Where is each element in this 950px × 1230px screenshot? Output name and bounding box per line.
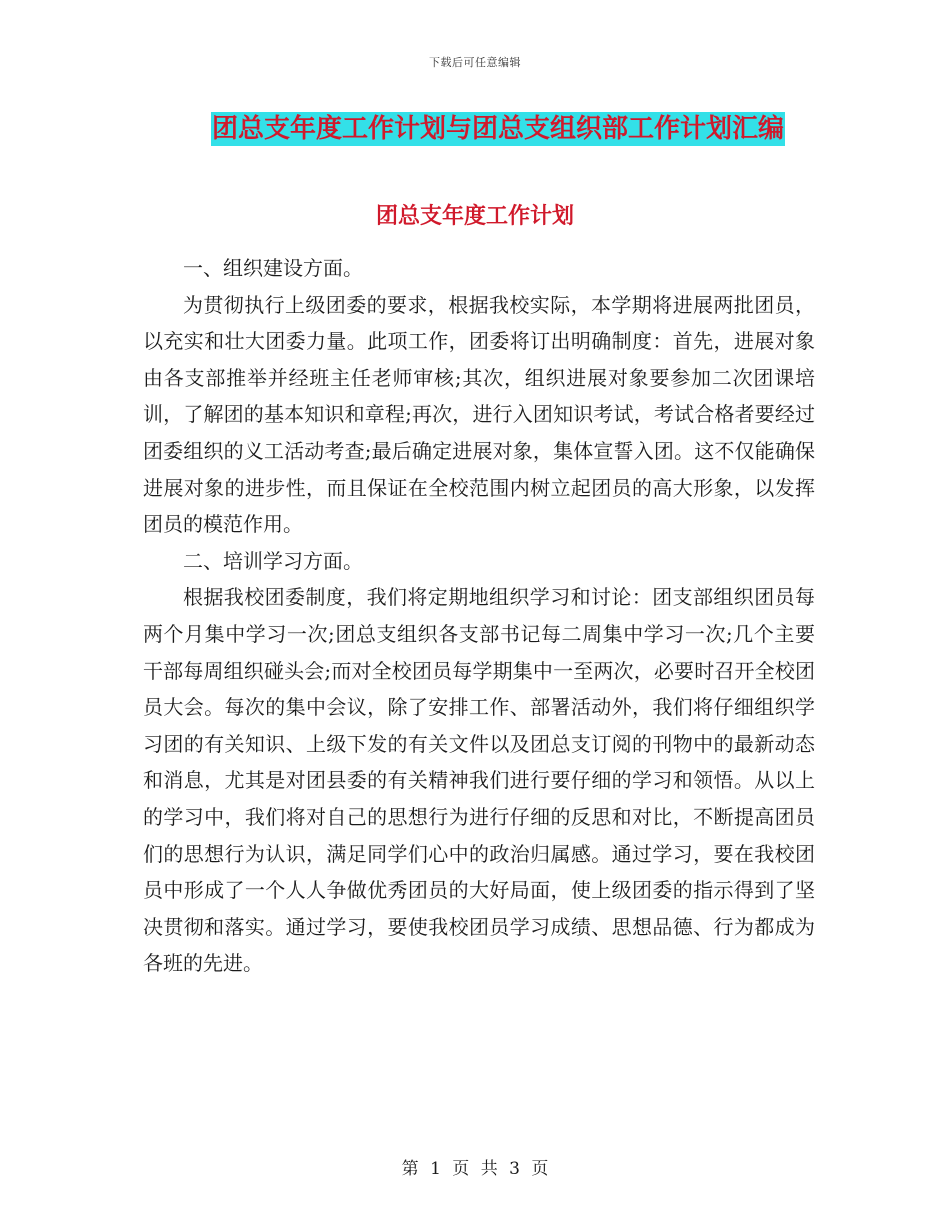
header-note: 下载后可任意编辑: [429, 56, 521, 69]
page-number-footer: 第 1 页 共 3 页: [401, 1159, 549, 1179]
body-text: [143, 250, 815, 982]
section-title: 团总支年度工作计划: [375, 204, 574, 229]
paragraph-training: 根据我校团委制度，我们将定期地组织学习和讨论：团支部组织团员每两个月集中学习一次;团总支组织各支部书记每二周集中学习一次;几个主要干部每周组织碰头会;而对全校团员每学期集中一至两次，必要时召开全校团员大会。每次的集中会议，除了安排工作、部署活动外，我们将仔细组织学习团的有关知识、上级下发的有关文件以及团总支订阅的刊物中的最新动态和消息，尤其是对团县委的有关精神我们进行要仔细的学习和领悟。从以上的学习中，我们将对自己的思想行为进行仔细的反思和对比，不断提高团员们的思想行为认识，满足同学们心中的政治归属感。通过学习，要在我校团员中形成了一个人人争做优秀团员的大好局面，使上级团委的指示得到了坚决贯彻和落实。通过学习，要使我校团员学习成绩、思想品德、行为都成为各班的先进。: [143, 585, 815, 976]
document-title-container: [0, 112, 950, 146]
section-heading-organization: 一、组织建设方面。: [183, 256, 363, 280]
paragraph-organization: 为贯彻执行上级团委的要求，根据我校实际，本学期将进展两批团员，以充实和壮大团委力量。此项工作，团委将订出明确制度：首先，进展对象由各支部推举并经班主任老师审核;其次，组织进展对象要参加二次团课培训，了解团的基本知识和章程;再次，进行入团知识考试，考试合格者要经过团委组织的义工活动考查;最后确定进展对象，集体宣誓入团。这不仅能确保进展对象的进步性，而且保证在全校范围内树立起团员的高大形象，以发挥团员的模范作用。: [143, 292, 815, 537]
section-heading-training: 二、培训学习方面。: [183, 548, 363, 573]
document-title: 团总支年度工作计划与团总支组织部工作计划汇编: [211, 114, 784, 144]
